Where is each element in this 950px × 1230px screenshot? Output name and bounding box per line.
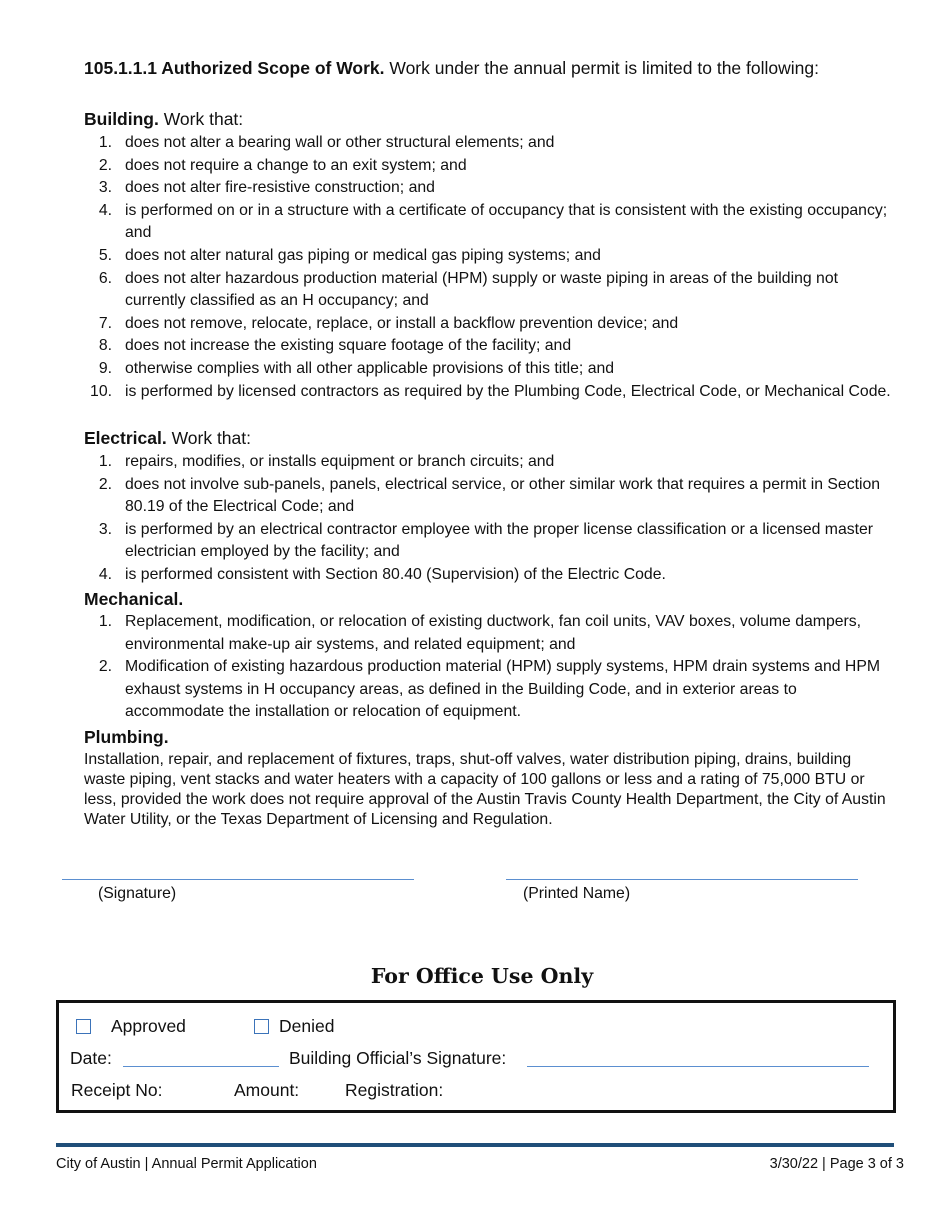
signature-label: (Signature)	[98, 885, 177, 902]
mechanical-section-heading	[84, 589, 183, 610]
list-item: 5. does not alter natural gas piping or medical gas piping systems; and	[98, 246, 601, 264]
list-item: 2. Modification of existing hazardous production material (HPM) supply systems, HPM drain systems and HPM exhaust systems in H occupancy areas, as defined in the Building Code, and in exterior areas to accommodate the installation or relocation of equipment.	[98, 658, 881, 721]
list-item: 2. does not require a change to an exit system; and	[98, 156, 467, 174]
electrical-heading: Electrical.	[84, 428, 167, 448]
list-item: 10. is performed by licensed contractors as required by the Plumbing Code, Electrical Code, or Mechanical Code.	[90, 382, 891, 400]
building-lead: Work that:	[158, 109, 244, 129]
office-use-title: For Office Use Only	[370, 964, 594, 988]
plumbing-heading: Plumbing.	[84, 727, 169, 747]
mechanical-list	[84, 611, 896, 724]
date-label: Date:	[70, 1048, 112, 1068]
official-signature-field[interactable]	[527, 1066, 869, 1067]
electrical-lead: Work that:	[166, 428, 251, 448]
office-use-box	[56, 1000, 896, 1113]
denied-checkbox[interactable]	[254, 1019, 269, 1034]
printed-name-line[interactable]	[506, 879, 858, 880]
building-list	[84, 132, 896, 403]
list-item: 9. otherwise complies with all other applicable provisions of this title; and	[98, 359, 615, 377]
electrical-list	[84, 451, 896, 587]
printed-name-label: (Printed Name)	[523, 885, 631, 902]
list-item: 4. is performed on or in a structure with a certificate of occupancy that is consistent with the existing occupancy; and	[98, 201, 888, 242]
scope-heading: 105.1.1.1 Authorized Scope of Work.	[84, 58, 385, 78]
list-item: 7. does not remove, relocate, replace, or install a backflow prevention device; and	[98, 314, 679, 332]
mechanical-heading: Mechanical.	[84, 589, 184, 609]
footer-rule	[56, 1143, 894, 1147]
list-item: 3. is performed by an electrical contractor employee with the proper license classification or a licensed master electrician employed by the facility; and	[98, 520, 874, 561]
official-signature-label: Building Official’s Signature:	[289, 1048, 507, 1068]
list-item: 8. does not increase the existing square footage of the facility; and	[98, 337, 572, 355]
scope-text: Work under the annual permit is limited to the following:	[384, 58, 819, 78]
approved-label: Approved	[111, 1016, 186, 1036]
list-item: 6. does not alter hazardous production material (HPM) supply or waste piping in areas of the building not currently classified as an H occupancy; and	[98, 269, 839, 310]
plumbing-text: Installation, repair, and replacement of fixtures, traps, shut-off valves, water distribution piping, drains, building waste piping, vent stacks and water heaters with a capacity of 100 gallons or less and a rating of 75,000 BTU or less, provided the work does not require approval of the Austin Travis County Health Department, the City of Austin Water Utility, or the Texas Department of Licensing and Regulation.	[84, 751, 886, 828]
signature-line[interactable]	[62, 879, 414, 880]
amount-label: Amount:	[234, 1080, 300, 1100]
list-item: 4. is performed consistent with Section 80.40 (Supervision) of the Electric Code.	[98, 565, 666, 583]
date-field[interactable]	[123, 1066, 279, 1067]
footer-title: City of Austin | Annual Permit Application	[56, 1156, 317, 1172]
building-section-heading	[84, 109, 243, 130]
scope-intro	[84, 58, 819, 79]
receipt-label: Receipt No:	[71, 1080, 163, 1100]
registration-label: Registration:	[345, 1080, 444, 1100]
list-item: 1. repairs, modifies, or installs equipment or branch circuits; and	[98, 453, 555, 470]
list-item: 3. does not alter fire-resistive construction; and	[98, 179, 435, 197]
building-heading: Building.	[84, 109, 159, 129]
electrical-section-heading	[84, 428, 251, 449]
plumbing-section-heading	[84, 727, 169, 748]
denied-label: Denied	[279, 1016, 335, 1036]
footer-page-info: 3/30/22 | Page 3 of 3	[769, 1156, 904, 1172]
approved-checkbox[interactable]	[76, 1019, 91, 1034]
list-item: 1. Replacement, modification, or relocation of existing ductwork, fan coil units, VAV boxes, volume dampers, environmental make-up air systems, and related equipment; and	[98, 613, 862, 653]
list-item: 1. does not alter a bearing wall or other structural elements; and	[98, 134, 555, 151]
list-item: 2. does not involve sub-panels, panels, electrical service, or other similar work that requires a permit in Section 80.19 of the Electrical Code; and	[98, 475, 881, 516]
